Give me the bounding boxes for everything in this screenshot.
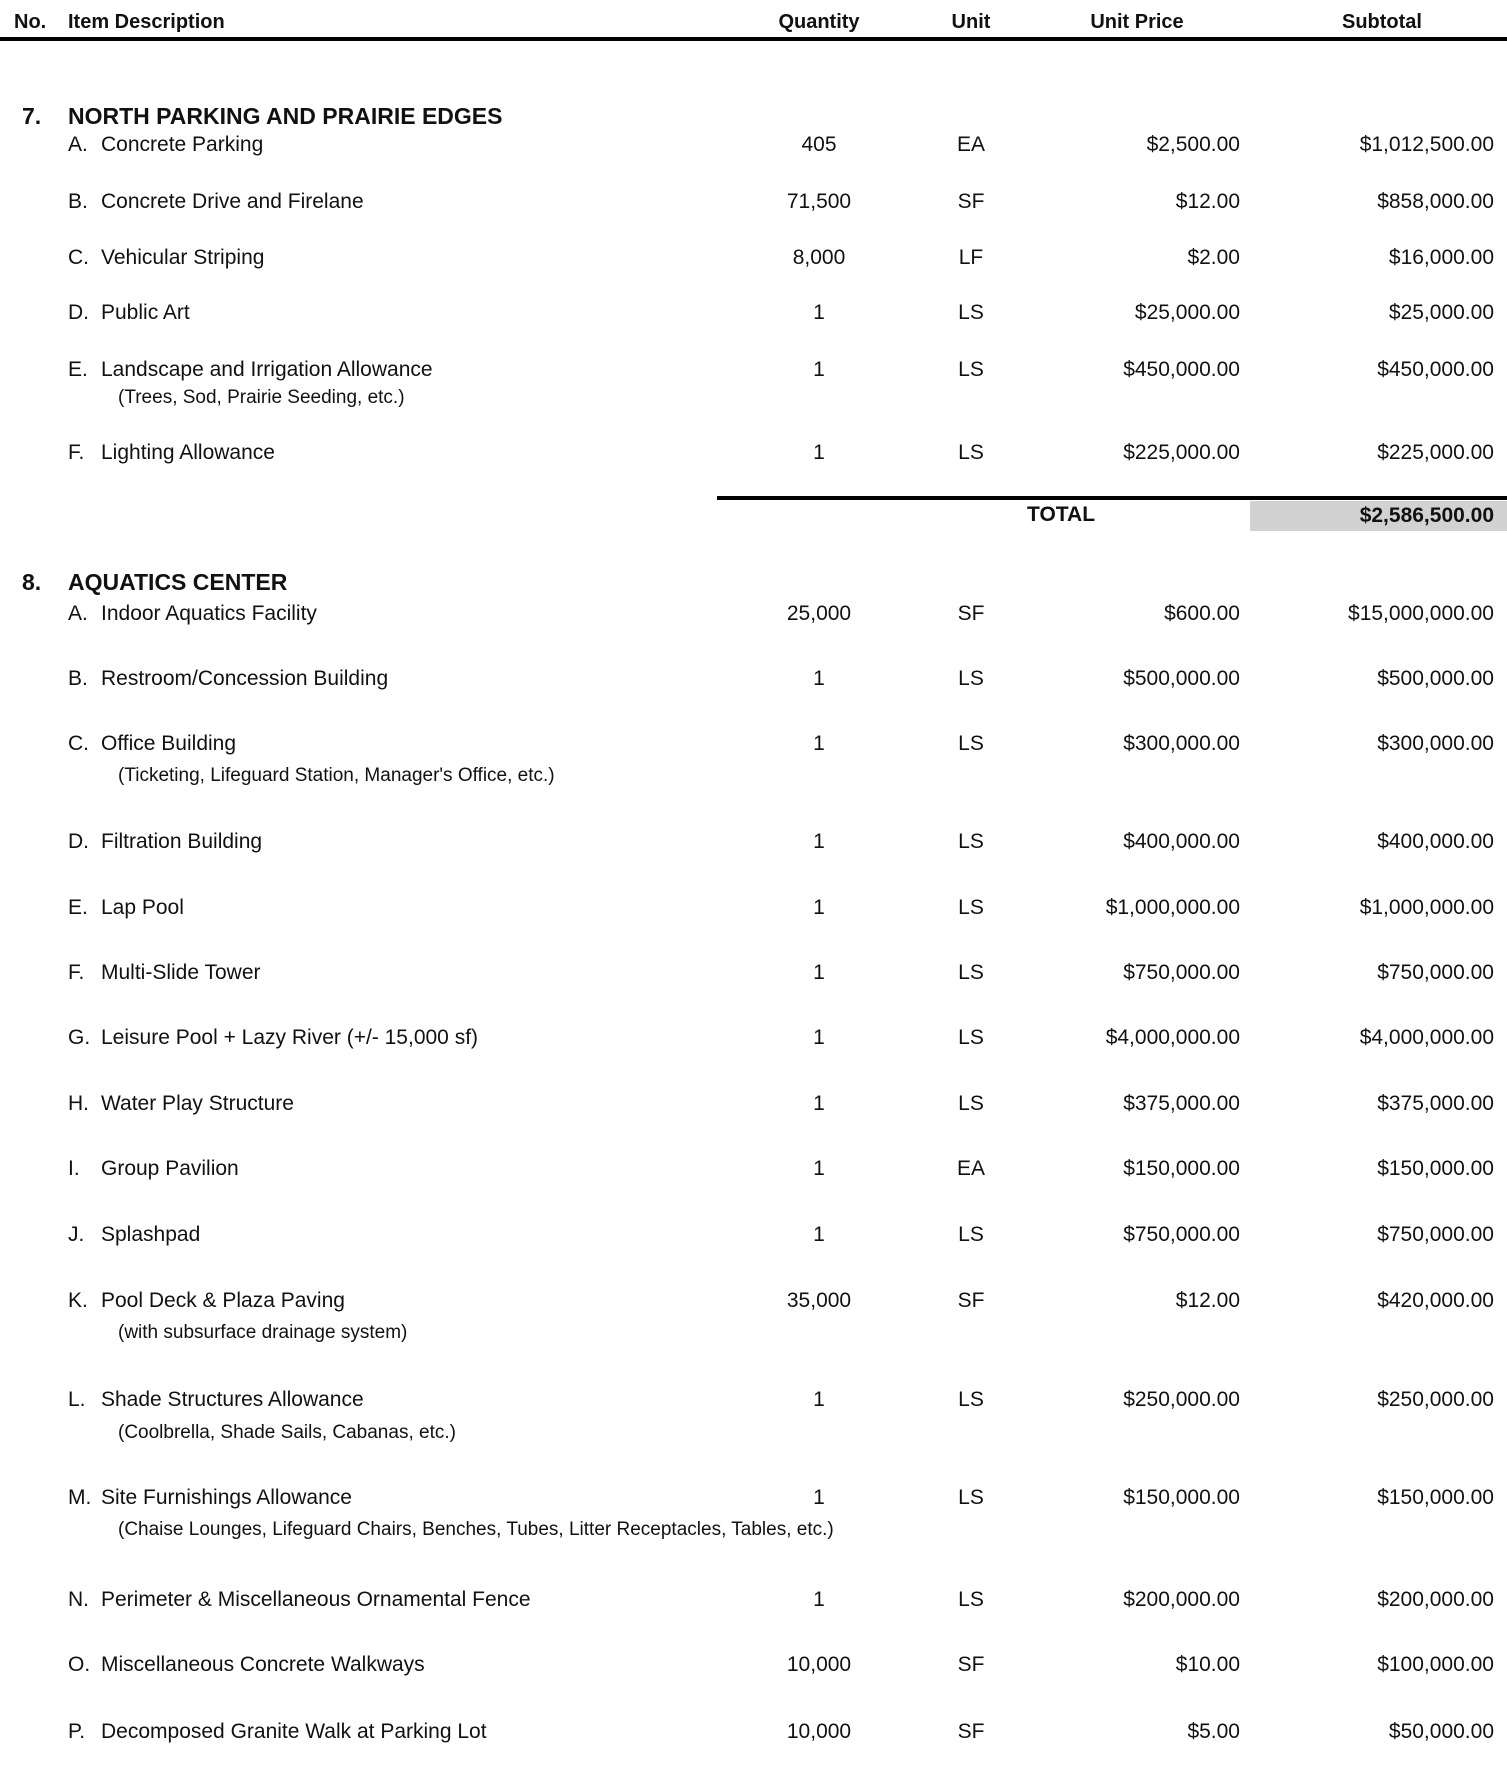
item-subtotal: $450,000.00 [1377,358,1494,381]
item-subtotal: $200,000.00 [1377,1588,1494,1611]
item-description: Shade Structures Allowance [101,1388,364,1411]
item-note: (with subsurface drainage system) [118,1322,408,1343]
section-title: AQUATICS CENTER [68,569,288,595]
item-description: Indoor Aquatics Facility [101,602,317,625]
item-unit: LS [958,1092,984,1115]
item-unit: LS [958,441,984,464]
item-unit-price: $1,000,000.00 [1105,896,1240,919]
item-letter: E. [68,896,88,919]
line-item [0,438,1507,468]
item-description: Concrete Parking [101,133,264,156]
item-note: (Trees, Sod, Prairie Seeding, etc.) [118,387,405,408]
item-unit-price: $2.00 [1187,246,1240,269]
item-unit-price: $2,500.00 [1146,133,1240,156]
item-unit-price: $450,000.00 [1123,358,1240,381]
item-description: Concrete Drive and Firelane [101,190,364,213]
item-letter: A. [68,602,88,625]
item-quantity: 1 [813,358,825,381]
line-item [0,243,1507,273]
item-unit-price: $4,000,000.00 [1105,1026,1240,1049]
item-letter: F. [68,961,85,984]
item-letter: B. [68,190,88,213]
header-subtotal: Subtotal [1342,11,1422,33]
item-unit-price: $150,000.00 [1123,1486,1240,1509]
item-unit: LS [958,1223,984,1246]
item-description: Leisure Pool + Lazy River (+/- 15,000 sf) [101,1026,479,1049]
item-unit-price: $750,000.00 [1123,961,1240,984]
item-letter: A. [68,133,88,156]
item-letter: K. [68,1289,88,1312]
item-letter: C. [68,246,89,269]
header-divider [0,37,1507,41]
item-subtotal: $1,000,000.00 [1359,896,1494,919]
item-unit-price: $300,000.00 [1123,732,1240,755]
item-quantity: 71,500 [786,190,852,213]
section-heading [0,101,1507,131]
item-description: Vehicular Striping [101,246,265,269]
item-quantity: 1 [813,1223,825,1246]
item-letter: B. [68,667,88,690]
line-item [0,298,1507,328]
item-quantity: 1 [813,1486,825,1509]
item-quantity: 1 [813,1092,825,1115]
item-unit: LS [958,1388,984,1411]
item-unit: LS [958,732,984,755]
item-description: Pool Deck & Plaza Paving [101,1289,345,1312]
line-item [0,1023,1507,1053]
item-unit-price: $150,000.00 [1123,1157,1240,1180]
header-no: No. [14,11,47,33]
item-unit-price: $400,000.00 [1123,830,1240,853]
line-item [0,1286,1507,1316]
item-subtotal: $25,000.00 [1388,301,1494,324]
item-description: Public Art [101,301,190,324]
line-item [0,1089,1507,1119]
item-subtotal: $15,000,000.00 [1348,602,1494,625]
item-subtotal: $16,000.00 [1388,246,1494,269]
total-divider [717,496,1507,500]
item-note: (Ticketing, Lifeguard Station, Manager's Office, etc.) [118,765,555,786]
item-letter: G. [68,1026,91,1049]
item-description: Landscape and Irrigation Allowance [101,358,433,381]
item-unit: SF [957,602,985,625]
item-unit: LS [958,830,984,853]
item-unit-price: $375,000.00 [1123,1092,1240,1115]
item-subtotal: $250,000.00 [1377,1388,1494,1411]
item-unit: EA [956,133,985,156]
item-description: Lap Pool [101,896,184,919]
header-quantity: Quantity [778,11,860,33]
item-description: Site Furnishings Allowance [101,1486,352,1509]
item-letter: I. [68,1157,80,1180]
item-quantity: 25,000 [786,602,852,625]
header-unit: Unit [951,11,991,33]
item-unit-price: $10.00 [1175,1653,1240,1676]
item-subtotal: $150,000.00 [1377,1486,1494,1509]
item-description: Splashpad [101,1223,201,1246]
item-unit: LS [958,1588,984,1611]
item-unit-price: $500,000.00 [1123,667,1240,690]
item-letter: L. [68,1388,86,1411]
item-subtotal: $100,000.00 [1377,1653,1494,1676]
item-quantity: 10,000 [786,1653,852,1676]
item-description: Multi-Slide Tower [101,961,261,984]
item-quantity: 1 [813,1026,825,1049]
item-subtotal: $500,000.00 [1377,667,1494,690]
item-description: Water Play Structure [101,1092,294,1115]
line-item [0,827,1507,857]
item-subtotal: $858,000.00 [1377,190,1494,213]
item-unit-price: $12.00 [1175,1289,1240,1312]
item-subtotal: $50,000.00 [1388,1720,1494,1743]
line-item [0,187,1507,217]
item-subtotal: $225,000.00 [1377,441,1494,464]
item-subtotal: $750,000.00 [1377,1223,1494,1246]
item-letter: F. [68,441,85,464]
item-letter: J. [68,1223,85,1246]
item-unit: LS [958,667,984,690]
line-item [0,1154,1507,1184]
line-item [0,893,1507,923]
item-unit-price: $250,000.00 [1123,1388,1240,1411]
item-description: Lighting Allowance [101,441,275,464]
item-unit: LS [958,301,984,324]
item-quantity: 35,000 [786,1289,852,1312]
line-item [0,130,1507,160]
total-value: $2,586,500.00 [1359,504,1494,527]
line-item [0,664,1507,694]
line-item [0,1650,1507,1680]
item-unit-price: $225,000.00 [1123,441,1240,464]
item-description: Filtration Building [101,830,263,853]
item-unit-price: $600.00 [1164,602,1240,625]
header-item-description: Item Description [68,11,225,33]
item-quantity: 1 [813,667,825,690]
item-unit: SF [957,1720,985,1743]
total-label: TOTAL [1027,503,1096,526]
item-description: Group Pavilion [101,1157,239,1180]
item-unit: LS [958,1026,984,1049]
section-heading [0,567,1507,597]
item-quantity: 1 [813,830,825,853]
item-letter: M. [68,1486,92,1509]
item-unit-price: $200,000.00 [1123,1588,1240,1611]
item-subtotal: $375,000.00 [1377,1092,1494,1115]
item-quantity: 1 [813,961,825,984]
item-letter: E. [68,358,88,381]
item-subtotal: $300,000.00 [1377,732,1494,755]
line-item [0,1483,1507,1513]
item-letter: H. [68,1092,89,1115]
item-letter: N. [68,1588,89,1611]
line-item [0,355,1507,385]
item-subtotal: $400,000.00 [1377,830,1494,853]
item-subtotal: $750,000.00 [1377,961,1494,984]
item-quantity: 8,000 [792,246,846,269]
item-unit: LS [958,961,984,984]
section-number: 7. [22,103,42,129]
item-subtotal: $4,000,000.00 [1359,1026,1494,1049]
item-unit: SF [957,190,985,213]
line-item [0,1585,1507,1615]
item-note: (Chaise Lounges, Lifeguard Chairs, Benches, Tubes, Litter Receptacles, Tables, etc.) [118,1519,834,1540]
item-unit-price: $12.00 [1175,190,1240,213]
item-quantity: 1 [813,1157,825,1180]
item-quantity: 1 [813,896,825,919]
item-quantity: 1 [813,1388,825,1411]
item-letter: P. [68,1720,86,1743]
item-unit-price: $25,000.00 [1134,301,1240,324]
item-quantity: 10,000 [786,1720,852,1743]
item-description: Restroom/Concession Building [101,667,389,690]
line-item [0,1717,1507,1747]
item-unit-price: $750,000.00 [1123,1223,1240,1246]
item-quantity: 405 [801,133,837,156]
line-item [0,729,1507,759]
item-letter: O. [68,1653,91,1676]
item-subtotal: $1,012,500.00 [1359,133,1494,156]
item-description: Miscellaneous Concrete Walkways [101,1653,425,1676]
item-unit: SF [957,1653,985,1676]
item-description: Decomposed Granite Walk at Parking Lot [101,1720,487,1743]
item-description: Perimeter & Miscellaneous Ornamental Fence [101,1588,531,1611]
section-number: 8. [22,569,42,595]
item-unit: SF [957,1289,985,1312]
item-subtotal: $420,000.00 [1377,1289,1494,1312]
header-unit-price: Unit Price [1090,11,1184,33]
item-note: (Coolbrella, Shade Sails, Cabanas, etc.) [118,1422,456,1443]
item-letter: D. [68,830,89,853]
line-item [0,1220,1507,1250]
item-unit: EA [956,1157,985,1180]
item-unit: LS [958,896,984,919]
line-item [0,599,1507,629]
item-unit: LS [958,1486,984,1509]
item-letter: C. [68,732,89,755]
item-description: Office Building [101,732,237,755]
item-quantity: 1 [813,441,825,464]
item-subtotal: $150,000.00 [1377,1157,1494,1180]
item-unit-price: $5.00 [1187,1720,1240,1743]
line-item [0,958,1507,988]
item-quantity: 1 [813,301,825,324]
item-quantity: 1 [813,732,825,755]
line-item [0,1385,1507,1415]
total-cell [1250,501,1507,531]
item-letter: D. [68,301,89,324]
item-unit: LS [958,358,984,381]
item-quantity: 1 [813,1588,825,1611]
section-title: NORTH PARKING AND PRAIRIE EDGES [68,103,503,129]
item-unit: LF [958,246,984,269]
